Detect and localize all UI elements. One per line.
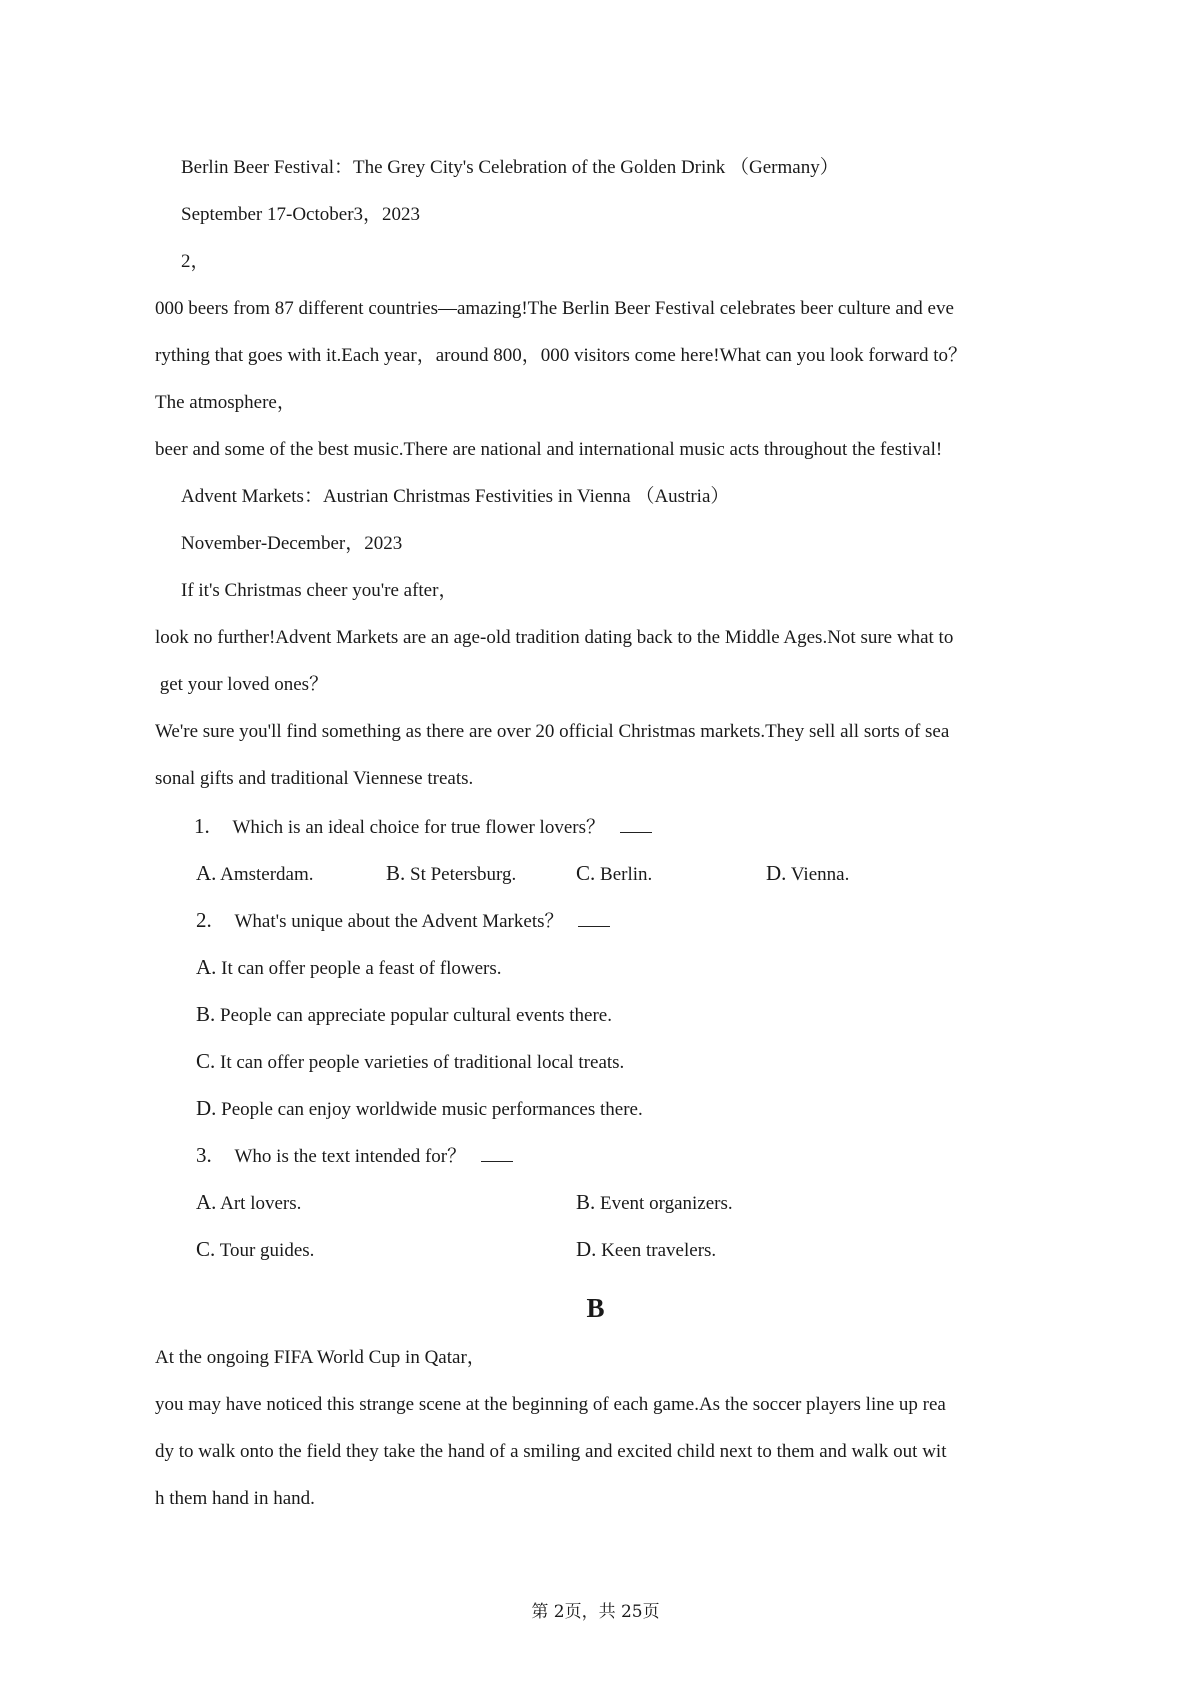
berlin-paragraph-line: 000 beers from 87 different countries—amazing!The Berlin Beer Festival celebrates beer culture and eve	[155, 298, 954, 319]
advent-date: November-December，2023	[181, 533, 403, 554]
answer-blank[interactable]	[481, 1143, 513, 1162]
section-heading: B	[586, 1293, 605, 1323]
berlin-paragraph-line: The atmosphere，	[155, 392, 296, 413]
section-b-paragraph-line: dy to walk onto the field they take the hand of a smiling and excited child next to them and walk out wit	[155, 1441, 947, 1462]
option-c: C. Tour guides.	[196, 1237, 315, 1261]
berlin-date: September 17-October3，2023	[181, 204, 421, 225]
question-text: Who is the text intended for？	[234, 1146, 467, 1167]
advent-paragraph-line: If it's Christmas cheer you're after，	[181, 580, 458, 601]
option-a: A. Amsterdam.	[196, 861, 314, 885]
question-text: What's unique about the Advent Markets？	[234, 911, 564, 932]
advent-title: Advent Markets：Austrian Christmas Festivities in Vienna （Austria）	[181, 486, 730, 507]
question-text: Which is an ideal choice for true flower lovers？	[232, 817, 605, 838]
option-b: B. Event organizers.	[576, 1190, 733, 1214]
option-d: D. People can enjoy worldwide music performances there.	[196, 1096, 643, 1120]
berlin-paragraph-line: 2，	[181, 251, 210, 272]
answer-blank[interactable]	[578, 908, 610, 927]
option-d: D. Keen travelers.	[576, 1237, 717, 1261]
advent-paragraph-line: sonal gifts and traditional Viennese treats.	[155, 768, 474, 789]
option-b: B. St Petersburg.	[386, 861, 517, 885]
question-number: 1.	[194, 814, 210, 838]
advent-paragraph-line: We're sure you'll find something as there are over 20 official Christmas markets.They sell all sorts of sea	[155, 721, 950, 742]
option-c: C. It can offer people varieties of traditional local treats.	[196, 1049, 625, 1073]
answer-blank[interactable]	[620, 814, 652, 833]
section-b-paragraph-line: you may have noticed this strange scene at the beginning of each game.As the soccer players line up rea	[155, 1394, 946, 1415]
berlin-paragraph-line: beer and some of the best music.There are national and international music acts throughout the festival!	[155, 439, 943, 460]
option-b: B. People can appreciate popular cultural events there.	[196, 1002, 612, 1026]
option-c: C. Berlin.	[576, 861, 653, 885]
section-b-paragraph-line: h them hand in hand.	[155, 1488, 315, 1509]
section-b-paragraph-line: At the ongoing FIFA World Cup in Qatar，	[155, 1347, 486, 1368]
question-2	[196, 908, 610, 934]
page-number-footer: 第 2页，共 25页	[531, 1602, 660, 1622]
question-3	[196, 1143, 513, 1169]
advent-paragraph-line: get your loved ones？	[155, 674, 329, 695]
option-d: D. Vienna.	[766, 861, 850, 885]
berlin-paragraph-line: rything that goes with it.Each year，around 800，000 visitors come here!What can you look forward to？	[155, 345, 968, 366]
berlin-title: Berlin Beer Festival：The Grey City's Celebration of the Golden Drink （Germany）	[181, 157, 839, 178]
question-number: 2.	[196, 908, 212, 932]
advent-paragraph-line: look no further!Advent Markets are an age-old tradition dating back to the Middle Ages.Not sure what to	[155, 627, 954, 648]
question-number: 3.	[196, 1143, 212, 1167]
option-a: A. It can offer people a feast of flowers.	[196, 955, 502, 979]
option-a: A. Art lovers.	[196, 1190, 302, 1214]
question-1	[194, 814, 652, 840]
